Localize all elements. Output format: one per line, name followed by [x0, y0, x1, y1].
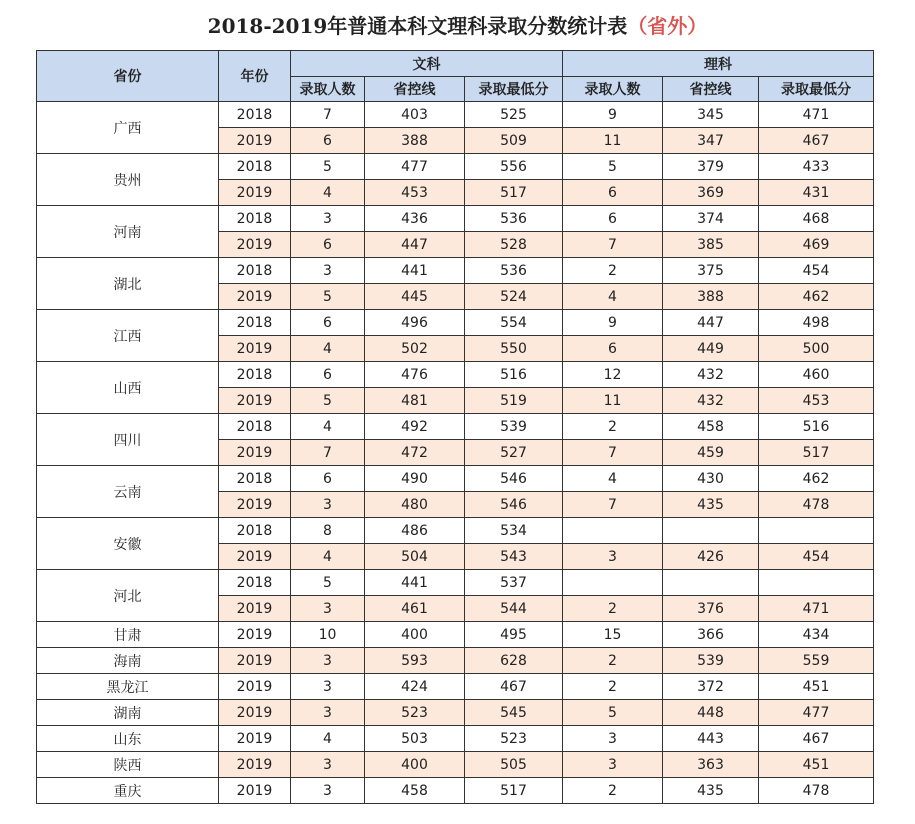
year-cell: 2018 [219, 518, 291, 544]
value-cell [663, 570, 759, 596]
value-cell: 400 [365, 752, 465, 778]
value-cell: 467 [465, 674, 563, 700]
value-cell: 4 [291, 336, 365, 362]
year-cell: 2019 [219, 388, 291, 414]
province-cell: 重庆 [37, 778, 219, 804]
value-cell: 434 [759, 622, 874, 648]
value-cell: 426 [663, 544, 759, 570]
year-cell: 2018 [219, 310, 291, 336]
value-cell: 435 [663, 778, 759, 804]
value-cell: 543 [465, 544, 563, 570]
value-cell: 504 [365, 544, 465, 570]
value-cell: 6 [563, 336, 663, 362]
province-cell: 河北 [37, 570, 219, 622]
value-cell: 436 [365, 206, 465, 232]
year-cell: 2019 [219, 752, 291, 778]
value-cell: 517 [465, 180, 563, 206]
value-cell: 545 [465, 700, 563, 726]
value-cell: 498 [759, 310, 874, 336]
value-cell: 11 [563, 388, 663, 414]
province-cell: 河南 [37, 206, 219, 258]
value-cell: 523 [365, 700, 465, 726]
value-cell: 376 [663, 596, 759, 622]
header-sub: 录取最低分 [759, 77, 874, 102]
province-cell: 云南 [37, 466, 219, 518]
value-cell: 435 [663, 492, 759, 518]
table-row [37, 674, 874, 700]
value-cell: 2 [563, 414, 663, 440]
value-cell: 2 [563, 648, 663, 674]
value-cell: 2 [563, 258, 663, 284]
value-cell: 345 [663, 102, 759, 128]
year-cell: 2018 [219, 258, 291, 284]
table-row [37, 206, 874, 232]
value-cell: 6 [291, 128, 365, 154]
value-cell: 9 [563, 310, 663, 336]
value-cell: 5 [291, 154, 365, 180]
value-cell: 467 [759, 726, 874, 752]
table-row [37, 362, 874, 388]
value-cell: 544 [465, 596, 563, 622]
value-cell: 424 [365, 674, 465, 700]
value-cell: 477 [365, 154, 465, 180]
year-cell: 2018 [219, 466, 291, 492]
table-row [37, 154, 874, 180]
value-cell: 523 [465, 726, 563, 752]
value-cell: 539 [465, 414, 563, 440]
province-cell: 湖南 [37, 700, 219, 726]
value-cell: 388 [365, 128, 465, 154]
value-cell: 4 [291, 726, 365, 752]
province-cell: 广西 [37, 102, 219, 154]
value-cell [563, 570, 663, 596]
year-cell: 2019 [219, 700, 291, 726]
value-cell: 503 [365, 726, 465, 752]
header-sub: 录取人数 [291, 77, 365, 102]
value-cell: 502 [365, 336, 465, 362]
value-cell: 477 [759, 700, 874, 726]
year-cell: 2018 [219, 570, 291, 596]
value-cell: 3 [563, 544, 663, 570]
value-cell: 468 [759, 206, 874, 232]
province-cell: 安徽 [37, 518, 219, 570]
table-row [37, 752, 874, 778]
value-cell [663, 518, 759, 544]
value-cell: 517 [759, 440, 874, 466]
value-cell: 525 [465, 102, 563, 128]
value-cell: 7 [291, 440, 365, 466]
value-cell: 462 [759, 466, 874, 492]
value-cell: 458 [365, 778, 465, 804]
table-row [37, 622, 874, 648]
table-body [37, 102, 874, 804]
header-year: 年份 [219, 51, 291, 102]
value-cell: 447 [663, 310, 759, 336]
title-main: 2018-2019年普通本科文理科录取分数统计表 [207, 14, 628, 38]
value-cell: 496 [365, 310, 465, 336]
table-row [37, 700, 874, 726]
year-cell: 2019 [219, 674, 291, 700]
value-cell: 2 [563, 674, 663, 700]
value-cell: 8 [291, 518, 365, 544]
value-cell: 374 [663, 206, 759, 232]
value-cell: 451 [759, 674, 874, 700]
value-cell: 375 [663, 258, 759, 284]
value-cell: 5 [291, 284, 365, 310]
value-cell: 3 [563, 726, 663, 752]
value-cell: 3 [291, 674, 365, 700]
value-cell: 478 [759, 492, 874, 518]
value-cell: 3 [291, 752, 365, 778]
year-cell: 2019 [219, 622, 291, 648]
table-row [37, 518, 874, 544]
value-cell: 556 [465, 154, 563, 180]
header-sub: 录取人数 [563, 77, 663, 102]
value-cell: 453 [759, 388, 874, 414]
value-cell: 524 [465, 284, 563, 310]
value-cell: 447 [365, 232, 465, 258]
value-cell: 505 [465, 752, 563, 778]
value-cell: 454 [759, 258, 874, 284]
table-row [37, 414, 874, 440]
province-cell: 海南 [37, 648, 219, 674]
year-cell: 2018 [219, 154, 291, 180]
header-sub: 省控线 [365, 77, 465, 102]
value-cell: 4 [291, 180, 365, 206]
value-cell: 11 [563, 128, 663, 154]
value-cell: 369 [663, 180, 759, 206]
value-cell: 4 [291, 544, 365, 570]
value-cell: 441 [365, 570, 465, 596]
value-cell: 385 [663, 232, 759, 258]
value-cell: 7 [563, 440, 663, 466]
province-cell: 四川 [37, 414, 219, 466]
value-cell: 461 [365, 596, 465, 622]
value-cell: 6 [563, 206, 663, 232]
value-cell: 6 [291, 310, 365, 336]
value-cell: 2 [563, 778, 663, 804]
value-cell: 4 [291, 414, 365, 440]
value-cell: 432 [663, 388, 759, 414]
value-cell: 4 [563, 466, 663, 492]
table-row [37, 778, 874, 804]
value-cell: 500 [759, 336, 874, 362]
value-cell: 628 [465, 648, 563, 674]
province-cell: 甘肃 [37, 622, 219, 648]
year-cell: 2019 [219, 544, 291, 570]
year-cell: 2019 [219, 440, 291, 466]
page-title [0, 10, 915, 39]
value-cell: 6 [563, 180, 663, 206]
value-cell: 12 [563, 362, 663, 388]
value-cell: 469 [759, 232, 874, 258]
value-cell: 4 [563, 284, 663, 310]
value-cell: 7 [563, 232, 663, 258]
value-cell: 430 [663, 466, 759, 492]
header-sub: 省控线 [663, 77, 759, 102]
value-cell: 3 [563, 752, 663, 778]
value-cell: 537 [465, 570, 563, 596]
value-cell: 453 [365, 180, 465, 206]
value-cell: 6 [291, 466, 365, 492]
value-cell: 445 [365, 284, 465, 310]
value-cell: 480 [365, 492, 465, 518]
title-paren: （省外） [627, 14, 708, 38]
value-cell: 495 [465, 622, 563, 648]
table-row [37, 258, 874, 284]
province-cell: 贵州 [37, 154, 219, 206]
value-cell: 388 [663, 284, 759, 310]
value-cell: 486 [365, 518, 465, 544]
value-cell [563, 518, 663, 544]
value-cell: 472 [365, 440, 465, 466]
value-cell: 3 [291, 700, 365, 726]
year-cell: 2018 [219, 362, 291, 388]
value-cell: 431 [759, 180, 874, 206]
province-cell: 山西 [37, 362, 219, 414]
value-cell: 519 [465, 388, 563, 414]
value-cell: 5 [291, 388, 365, 414]
table-row [37, 310, 874, 336]
value-cell: 481 [365, 388, 465, 414]
value-cell: 433 [759, 154, 874, 180]
value-cell: 471 [759, 102, 874, 128]
value-cell: 6 [291, 362, 365, 388]
value-cell: 554 [465, 310, 563, 336]
value-cell: 509 [465, 128, 563, 154]
value-cell: 3 [291, 648, 365, 674]
table-row [37, 648, 874, 674]
header-like: 理科 [563, 51, 874, 77]
value-cell: 366 [663, 622, 759, 648]
province-cell: 湖北 [37, 258, 219, 310]
value-cell: 403 [365, 102, 465, 128]
year-cell: 2019 [219, 596, 291, 622]
province-cell: 江西 [37, 310, 219, 362]
value-cell: 546 [465, 492, 563, 518]
value-cell: 471 [759, 596, 874, 622]
value-cell: 459 [663, 440, 759, 466]
value-cell: 7 [291, 102, 365, 128]
value-cell: 550 [465, 336, 563, 362]
year-cell: 2019 [219, 284, 291, 310]
value-cell: 516 [759, 414, 874, 440]
value-cell: 347 [663, 128, 759, 154]
value-cell: 400 [365, 622, 465, 648]
value-cell: 546 [465, 466, 563, 492]
value-cell: 10 [291, 622, 365, 648]
value-cell: 3 [291, 492, 365, 518]
header-sub: 录取最低分 [465, 77, 563, 102]
value-cell: 462 [759, 284, 874, 310]
value-cell: 432 [663, 362, 759, 388]
value-cell: 449 [663, 336, 759, 362]
value-cell: 593 [365, 648, 465, 674]
header-wenke: 文科 [291, 51, 563, 77]
value-cell [759, 570, 874, 596]
value-cell: 528 [465, 232, 563, 258]
value-cell: 539 [663, 648, 759, 674]
value-cell: 527 [465, 440, 563, 466]
year-cell: 2019 [219, 232, 291, 258]
year-cell: 2019 [219, 648, 291, 674]
value-cell: 467 [759, 128, 874, 154]
value-cell: 460 [759, 362, 874, 388]
value-cell: 443 [663, 726, 759, 752]
value-cell: 454 [759, 544, 874, 570]
value-cell: 536 [465, 258, 563, 284]
year-cell: 2018 [219, 414, 291, 440]
value-cell: 559 [759, 648, 874, 674]
value-cell: 5 [563, 154, 663, 180]
value-cell: 490 [365, 466, 465, 492]
value-cell: 536 [465, 206, 563, 232]
table-row [37, 466, 874, 492]
value-cell: 2 [563, 596, 663, 622]
year-cell: 2018 [219, 206, 291, 232]
value-cell: 5 [563, 700, 663, 726]
year-cell: 2019 [219, 778, 291, 804]
value-cell: 7 [563, 492, 663, 518]
province-cell: 陕西 [37, 752, 219, 778]
header-province: 省份 [37, 51, 219, 102]
value-cell: 363 [663, 752, 759, 778]
year-cell: 2019 [219, 726, 291, 752]
value-cell: 9 [563, 102, 663, 128]
value-cell: 476 [365, 362, 465, 388]
year-cell: 2019 [219, 492, 291, 518]
value-cell: 441 [365, 258, 465, 284]
value-cell: 458 [663, 414, 759, 440]
table-row [37, 570, 874, 596]
value-cell: 517 [465, 778, 563, 804]
value-cell [759, 518, 874, 544]
value-cell: 372 [663, 674, 759, 700]
score-table [36, 50, 874, 804]
province-cell: 黑龙江 [37, 674, 219, 700]
value-cell: 451 [759, 752, 874, 778]
value-cell: 448 [663, 700, 759, 726]
table-row [37, 102, 874, 128]
value-cell: 3 [291, 258, 365, 284]
value-cell: 379 [663, 154, 759, 180]
value-cell: 3 [291, 596, 365, 622]
value-cell: 3 [291, 778, 365, 804]
year-cell: 2019 [219, 180, 291, 206]
value-cell: 15 [563, 622, 663, 648]
value-cell: 5 [291, 570, 365, 596]
value-cell: 516 [465, 362, 563, 388]
value-cell: 478 [759, 778, 874, 804]
year-cell: 2018 [219, 102, 291, 128]
value-cell: 534 [465, 518, 563, 544]
table-row [37, 726, 874, 752]
value-cell: 3 [291, 206, 365, 232]
year-cell: 2019 [219, 336, 291, 362]
value-cell: 6 [291, 232, 365, 258]
province-cell: 山东 [37, 726, 219, 752]
value-cell: 492 [365, 414, 465, 440]
year-cell: 2019 [219, 128, 291, 154]
